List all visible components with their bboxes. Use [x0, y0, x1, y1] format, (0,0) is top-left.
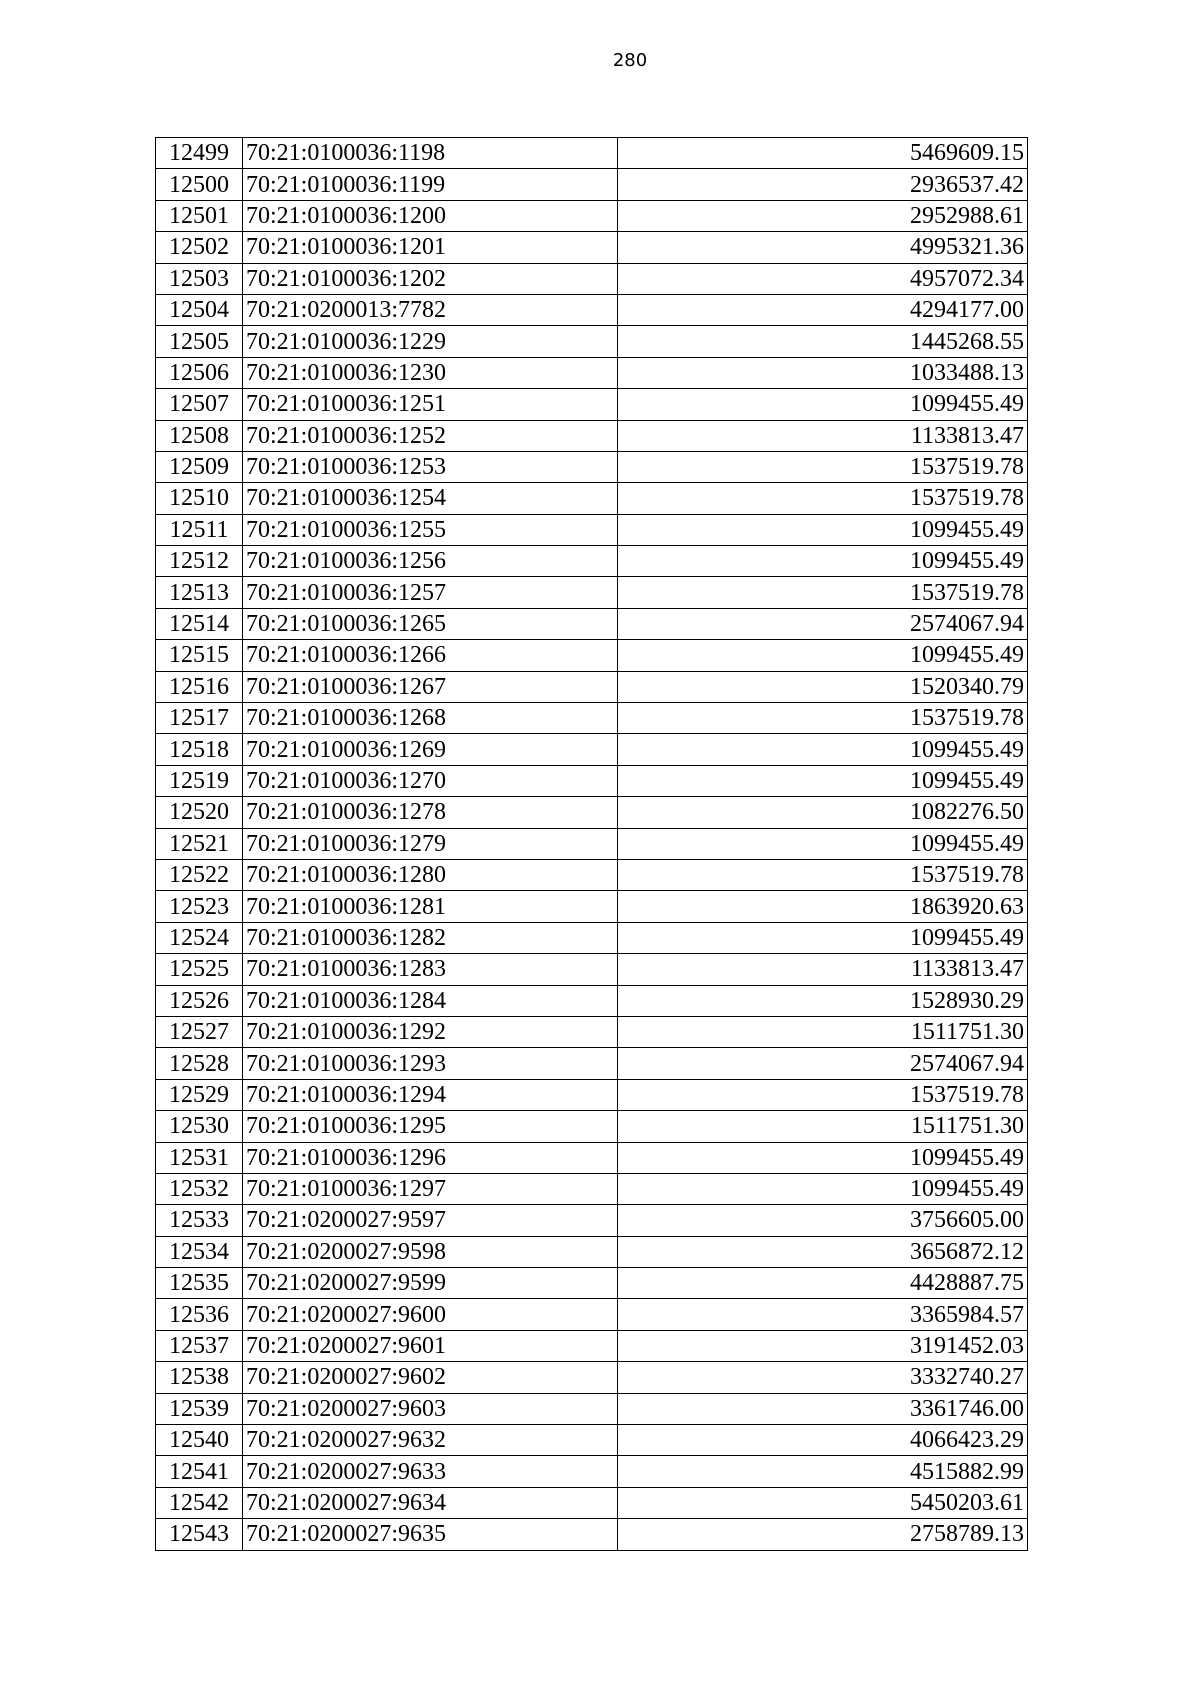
row-number-cell: 12515: [156, 640, 243, 671]
cadastral-value-cell: 1537519.78: [618, 483, 1028, 514]
table-row: [156, 985, 1028, 1016]
cadastral-number-cell: 70:21:0100036:1256: [243, 546, 618, 577]
table-row: [156, 1173, 1028, 1204]
table-row: [156, 420, 1028, 451]
row-number-cell: 12519: [156, 765, 243, 796]
table-row: [156, 326, 1028, 357]
row-number-cell: 12543: [156, 1519, 243, 1550]
cadastral-number-cell: 70:21:0200027:9601: [243, 1330, 618, 1361]
row-number-cell: 12504: [156, 294, 243, 325]
cadastral-number-cell: 70:21:0100036:1280: [243, 859, 618, 890]
cadastral-number-cell: 70:21:0100036:1282: [243, 922, 618, 953]
row-number-cell: 12524: [156, 922, 243, 953]
row-number-cell: 12513: [156, 577, 243, 608]
table-row: [156, 169, 1028, 200]
table-row: [156, 859, 1028, 890]
table-row: [156, 1330, 1028, 1361]
table-row: [156, 138, 1028, 169]
row-number-cell: 12542: [156, 1487, 243, 1518]
row-number-cell: 12525: [156, 954, 243, 985]
cadastral-number-cell: 70:21:0200027:9597: [243, 1205, 618, 1236]
cadastral-number-cell: 70:21:0100036:1281: [243, 891, 618, 922]
cadastral-value-cell: 1537519.78: [618, 1079, 1028, 1110]
cadastral-number-cell: 70:21:0200027:9633: [243, 1456, 618, 1487]
cadastral-number-cell: 70:21:0100036:1251: [243, 389, 618, 420]
row-number-cell: 12512: [156, 546, 243, 577]
table-row: [156, 294, 1028, 325]
cadastral-value-cell: 1511751.30: [618, 1016, 1028, 1047]
cadastral-value-cell: 1445268.55: [618, 326, 1028, 357]
row-number-cell: 12537: [156, 1330, 243, 1361]
cadastral-number-cell: 70:21:0200027:9634: [243, 1487, 618, 1518]
row-number-cell: 12523: [156, 891, 243, 922]
row-number-cell: 12508: [156, 420, 243, 451]
table-row: [156, 514, 1028, 545]
cadastral-number-cell: 70:21:0100036:1268: [243, 703, 618, 734]
cadastral-value-cell: 1099455.49: [618, 922, 1028, 953]
cadastral-value-cell: 5450203.61: [618, 1487, 1028, 1518]
row-number-cell: 12517: [156, 703, 243, 734]
row-number-cell: 12530: [156, 1111, 243, 1142]
table-row: [156, 1456, 1028, 1487]
cadastral-value-cell: 4995321.36: [618, 232, 1028, 263]
cadastral-number-cell: 70:21:0100036:1294: [243, 1079, 618, 1110]
table-row: [156, 1425, 1028, 1456]
table-row: [156, 1268, 1028, 1299]
table-row: [156, 1236, 1028, 1267]
row-number-cell: 12506: [156, 357, 243, 388]
cadastral-number-cell: 70:21:0200027:9632: [243, 1425, 618, 1456]
cadastral-value-cell: 3656872.12: [618, 1236, 1028, 1267]
row-number-cell: 12533: [156, 1205, 243, 1236]
table-row: [156, 389, 1028, 420]
row-number-cell: 12526: [156, 985, 243, 1016]
cadastral-value-cell: 2936537.42: [618, 169, 1028, 200]
cadastral-value-cell: 3332740.27: [618, 1362, 1028, 1393]
cadastral-value-cell: 3756605.00: [618, 1205, 1028, 1236]
row-number-cell: 12541: [156, 1456, 243, 1487]
cadastral-value-cell: 2952988.61: [618, 200, 1028, 231]
cadastral-value-cell: 1537519.78: [618, 859, 1028, 890]
row-number-cell: 12505: [156, 326, 243, 357]
cadastral-value-cell: 1537519.78: [618, 577, 1028, 608]
table-row: [156, 1519, 1028, 1550]
cadastral-number-cell: 70:21:0100036:1266: [243, 640, 618, 671]
row-number-cell: 12527: [156, 1016, 243, 1047]
cadastral-value-cell: 1033488.13: [618, 357, 1028, 388]
row-number-cell: 12503: [156, 263, 243, 294]
cadastral-number-cell: 70:21:0100036:1295: [243, 1111, 618, 1142]
cadastral-value-cell: 1099455.49: [618, 1142, 1028, 1173]
cadastral-value-cell: 4294177.00: [618, 294, 1028, 325]
row-number-cell: 12536: [156, 1299, 243, 1330]
table-row: [156, 1048, 1028, 1079]
table-row: [156, 577, 1028, 608]
cadastral-value-cell: 4957072.34: [618, 263, 1028, 294]
table-row: [156, 671, 1028, 702]
cadastral-number-cell: 70:21:0100036:1229: [243, 326, 618, 357]
cadastral-number-cell: 70:21:0100036:1278: [243, 797, 618, 828]
cadastral-number-cell: 70:21:0100036:1254: [243, 483, 618, 514]
cadastral-number-cell: 70:21:0100036:1202: [243, 263, 618, 294]
table-row: [156, 1111, 1028, 1142]
cadastral-number-cell: 70:21:0100036:1253: [243, 451, 618, 482]
table-row: [156, 640, 1028, 671]
cadastral-value-cell: 1099455.49: [618, 765, 1028, 796]
cadastral-value-cell: 4515882.99: [618, 1456, 1028, 1487]
table-row: [156, 954, 1028, 985]
cadastral-number-cell: 70:21:0100036:1296: [243, 1142, 618, 1173]
cadastral-value-cell: 1537519.78: [618, 451, 1028, 482]
cadastral-value-cell: 1133813.47: [618, 420, 1028, 451]
table-row: [156, 703, 1028, 734]
cadastral-value-cell: 1099455.49: [618, 734, 1028, 765]
table-body: [156, 138, 1028, 1551]
table-row: [156, 1205, 1028, 1236]
row-number-cell: 12516: [156, 671, 243, 702]
cadastral-value-cell: 1099455.49: [618, 546, 1028, 577]
row-number-cell: 12528: [156, 1048, 243, 1079]
row-number-cell: 12509: [156, 451, 243, 482]
cadastral-value-cell: 1099455.49: [618, 1173, 1028, 1204]
row-number-cell: 12529: [156, 1079, 243, 1110]
cadastral-number-cell: 70:21:0100036:1292: [243, 1016, 618, 1047]
table-row: [156, 828, 1028, 859]
row-number-cell: 12501: [156, 200, 243, 231]
cadastral-value-cell: 3361746.00: [618, 1393, 1028, 1424]
row-number-cell: 12510: [156, 483, 243, 514]
cadastral-value-cell: 3191452.03: [618, 1330, 1028, 1361]
row-number-cell: 12521: [156, 828, 243, 859]
table-row: [156, 1393, 1028, 1424]
cadastral-number-cell: 70:21:0100036:1270: [243, 765, 618, 796]
row-number-cell: 12500: [156, 169, 243, 200]
cadastral-number-cell: 70:21:0100036:1200: [243, 200, 618, 231]
cadastral-value-cell: 1511751.30: [618, 1111, 1028, 1142]
cadastral-number-cell: 70:21:0200027:9600: [243, 1299, 618, 1330]
cadastral-number-cell: 70:21:0200027:9603: [243, 1393, 618, 1424]
cadastral-number-cell: 70:21:0100036:1267: [243, 671, 618, 702]
cadastral-number-cell: 70:21:0100036:1257: [243, 577, 618, 608]
cadastral-value-cell: 1520340.79: [618, 671, 1028, 702]
row-number-cell: 12520: [156, 797, 243, 828]
cadastral-value-cell: 2758789.13: [618, 1519, 1028, 1550]
cadastral-number-cell: 70:21:0200027:9598: [243, 1236, 618, 1267]
cadastral-value-cell: 1537519.78: [618, 703, 1028, 734]
cadastral-value-cell: 1528930.29: [618, 985, 1028, 1016]
table-row: [156, 200, 1028, 231]
cadastral-number-cell: 70:21:0200027:9599: [243, 1268, 618, 1299]
table-row: [156, 608, 1028, 639]
cadastral-value-cell: 2574067.94: [618, 1048, 1028, 1079]
table-row: [156, 1079, 1028, 1110]
row-number-cell: 12538: [156, 1362, 243, 1393]
row-number-cell: 12535: [156, 1268, 243, 1299]
table-row: [156, 765, 1028, 796]
table-row: [156, 1299, 1028, 1330]
row-number-cell: 12511: [156, 514, 243, 545]
table-row: [156, 263, 1028, 294]
cadastral-number-cell: 70:21:0100036:1199: [243, 169, 618, 200]
table-row: [156, 357, 1028, 388]
row-number-cell: 12539: [156, 1393, 243, 1424]
cadastral-number-cell: 70:21:0200027:9635: [243, 1519, 618, 1550]
cadastral-number-cell: 70:21:0200027:9602: [243, 1362, 618, 1393]
cadastral-value-table: [155, 137, 1028, 1551]
row-number-cell: 12534: [156, 1236, 243, 1267]
row-number-cell: 12532: [156, 1173, 243, 1204]
cadastral-value-cell: 1133813.47: [618, 954, 1028, 985]
row-number-cell: 12540: [156, 1425, 243, 1456]
cadastral-number-cell: 70:21:0200013:7782: [243, 294, 618, 325]
cadastral-value-cell: 1099455.49: [618, 389, 1028, 420]
cadastral-number-cell: 70:21:0100036:1252: [243, 420, 618, 451]
table-row: [156, 546, 1028, 577]
row-number-cell: 12507: [156, 389, 243, 420]
row-number-cell: 12499: [156, 138, 243, 169]
cadastral-number-cell: 70:21:0100036:1293: [243, 1048, 618, 1079]
cadastral-value-cell: 1082276.50: [618, 797, 1028, 828]
cadastral-value-cell: 1099455.49: [618, 514, 1028, 545]
cadastral-number-cell: 70:21:0100036:1283: [243, 954, 618, 985]
cadastral-value-cell: 4066423.29: [618, 1425, 1028, 1456]
cadastral-value-cell: 4428887.75: [618, 1268, 1028, 1299]
table-row: [156, 891, 1028, 922]
cadastral-number-cell: 70:21:0100036:1265: [243, 608, 618, 639]
cadastral-number-cell: 70:21:0100036:1284: [243, 985, 618, 1016]
cadastral-number-cell: 70:21:0100036:1279: [243, 828, 618, 859]
row-number-cell: 12522: [156, 859, 243, 890]
table-row: [156, 1142, 1028, 1173]
row-number-cell: 12518: [156, 734, 243, 765]
cadastral-value-cell: 5469609.15: [618, 138, 1028, 169]
cadastral-number-cell: 70:21:0100036:1269: [243, 734, 618, 765]
table-row: [156, 483, 1028, 514]
row-number-cell: 12531: [156, 1142, 243, 1173]
cadastral-value-cell: 1099455.49: [618, 828, 1028, 859]
cadastral-value-cell: 3365984.57: [618, 1299, 1028, 1330]
table-row: [156, 1487, 1028, 1518]
cadastral-number-cell: 70:21:0100036:1201: [243, 232, 618, 263]
table-row: [156, 797, 1028, 828]
page-number: 280: [612, 50, 648, 71]
cadastral-value-cell: 1863920.63: [618, 891, 1028, 922]
table-row: [156, 451, 1028, 482]
table-row: [156, 734, 1028, 765]
row-number-cell: 12502: [156, 232, 243, 263]
table-row: [156, 1016, 1028, 1047]
cadastral-number-cell: 70:21:0100036:1198: [243, 138, 618, 169]
table-row: [156, 232, 1028, 263]
table-row: [156, 922, 1028, 953]
cadastral-value-cell: 1099455.49: [618, 640, 1028, 671]
row-number-cell: 12514: [156, 608, 243, 639]
cadastral-value-cell: 2574067.94: [618, 608, 1028, 639]
cadastral-number-cell: 70:21:0100036:1297: [243, 1173, 618, 1204]
table-row: [156, 1362, 1028, 1393]
cadastral-number-cell: 70:21:0100036:1230: [243, 357, 618, 388]
cadastral-number-cell: 70:21:0100036:1255: [243, 514, 618, 545]
